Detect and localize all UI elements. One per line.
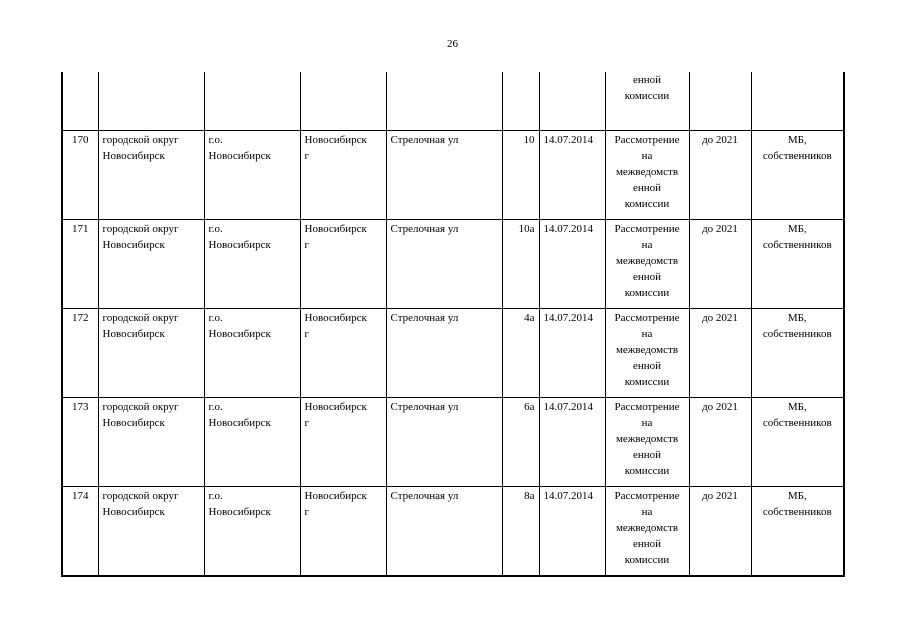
cell-district [98, 309, 204, 398]
cell-source [751, 309, 844, 398]
municipality-line: г.о. [208, 223, 223, 235]
cell-district [98, 487, 204, 577]
settlement-line: Новосибирск [304, 490, 367, 502]
settlement-line: г [304, 328, 310, 340]
source-line: собственников [762, 239, 832, 251]
settlement-line: г [304, 506, 310, 518]
cell-date: 14.07.2014 [539, 398, 605, 487]
cell-municipality [204, 72, 300, 131]
district-line: городской округ [102, 401, 179, 413]
cell-settlement [300, 131, 386, 220]
cell-municipality [204, 487, 300, 577]
cell-district [98, 131, 204, 220]
cell-source [751, 72, 844, 131]
cell-deadline: до 2021 [689, 309, 751, 398]
district-line: Новосибирск [102, 328, 165, 340]
municipality-line: Новосибирск [208, 239, 271, 251]
cell-district [98, 220, 204, 309]
table-row [62, 487, 844, 577]
procedure-line: комиссии [624, 376, 670, 388]
procedure-line: Рассмотрение [614, 312, 680, 324]
cell-street: Стрелочная ул [386, 220, 502, 309]
procedure-line: комиссии [624, 465, 670, 477]
cell-deadline: до 2021 [689, 487, 751, 577]
municipality-line: Новосибирск [208, 417, 271, 429]
procedure-line: Рассмотрение [614, 490, 680, 502]
settlement-line: г [304, 150, 310, 162]
procedure-line: на [641, 239, 653, 251]
procedure-line: комиссии [624, 198, 670, 210]
cell-settlement [300, 309, 386, 398]
source-line: МБ, [787, 401, 807, 413]
cell-num [62, 72, 98, 131]
cell-street: Стрелочная ул [386, 398, 502, 487]
procedure-line: межведомств [615, 255, 679, 267]
cell-procedure [605, 72, 689, 131]
source-line: собственников [762, 150, 832, 162]
procedure-line: енной [632, 271, 662, 283]
procedure-line: комиссии [624, 90, 670, 102]
cell-municipality [204, 398, 300, 487]
settlement-line: Новосибирск [304, 223, 367, 235]
procedure-line: Рассмотрение [614, 134, 680, 146]
cell-municipality [204, 220, 300, 309]
table-row [62, 309, 844, 398]
procedure-line: енной [632, 449, 662, 461]
district-line: Новосибирск [102, 150, 165, 162]
cell-settlement [300, 220, 386, 309]
source-line: собственников [762, 417, 832, 429]
cell-house: 6а [502, 398, 539, 487]
municipality-line: г.о. [208, 134, 223, 146]
district-line: Новосибирск [102, 417, 165, 429]
cell-settlement [300, 487, 386, 577]
cell-date: 14.07.2014 [539, 131, 605, 220]
cell-street [386, 72, 502, 131]
cell-date: 14.07.2014 [539, 487, 605, 577]
cell-district [98, 72, 204, 131]
continuation-row [62, 72, 844, 131]
cell-deadline: до 2021 [689, 398, 751, 487]
municipality-line: Новосибирск [208, 506, 271, 518]
cell-source [751, 398, 844, 487]
procedure-line: межведомств [615, 166, 679, 178]
cell-num: 174 [62, 487, 98, 577]
settlement-line: Новосибирск [304, 401, 367, 413]
procedure-line: межведомств [615, 344, 679, 356]
source-line: МБ, [787, 223, 807, 235]
cell-house [502, 72, 539, 131]
table-row [62, 398, 844, 487]
procedure-line: енной [632, 538, 662, 550]
cell-municipality [204, 131, 300, 220]
municipality-line: г.о. [208, 401, 223, 413]
procedure-line: комиссии [624, 287, 670, 299]
procedure-line: Рассмотрение [614, 223, 680, 235]
cell-settlement [300, 72, 386, 131]
cell-deadline: до 2021 [689, 220, 751, 309]
procedure-line: межведомств [615, 433, 679, 445]
cell-district [98, 398, 204, 487]
cell-street: Стрелочная ул [386, 131, 502, 220]
procedure-line: енной [632, 74, 662, 86]
source-line: МБ, [787, 490, 807, 502]
cell-procedure [605, 309, 689, 398]
district-line: Новосибирск [102, 239, 165, 251]
cell-house: 10 [502, 131, 539, 220]
district-line: городской округ [102, 312, 179, 324]
municipality-line: г.о. [208, 312, 223, 324]
settlement-line: Новосибирск [304, 134, 367, 146]
procedure-line: на [641, 328, 653, 340]
district-line: городской округ [102, 223, 179, 235]
procedure-line: енной [632, 360, 662, 372]
source-line: собственников [762, 328, 832, 340]
cell-num: 170 [62, 131, 98, 220]
district-line: городской округ [102, 490, 179, 502]
procedure-line: на [641, 417, 653, 429]
cell-street: Стрелочная ул [386, 309, 502, 398]
table-row [62, 220, 844, 309]
settlement-line: Новосибирск [304, 312, 367, 324]
source-line: МБ, [787, 134, 807, 146]
table-body [62, 72, 844, 576]
district-line: Новосибирск [102, 506, 165, 518]
district-line: городской округ [102, 134, 179, 146]
cell-house: 4а [502, 309, 539, 398]
cell-deadline [689, 72, 751, 131]
municipality-line: г.о. [208, 490, 223, 502]
cell-street: Стрелочная ул [386, 487, 502, 577]
cell-deadline: до 2021 [689, 131, 751, 220]
page-number: 26 [447, 38, 458, 50]
procedure-line: комиссии [624, 554, 670, 566]
cell-num: 172 [62, 309, 98, 398]
cell-num: 171 [62, 220, 98, 309]
settlement-line: г [304, 239, 310, 251]
cell-house: 10а [502, 220, 539, 309]
procedure-line: на [641, 150, 653, 162]
cell-procedure [605, 220, 689, 309]
cell-date [539, 72, 605, 131]
cell-house: 8а [502, 487, 539, 577]
settlement-line: г [304, 417, 310, 429]
municipality-line: Новосибирск [208, 328, 271, 340]
procedure-line: межведомств [615, 522, 679, 534]
cell-date: 14.07.2014 [539, 220, 605, 309]
cell-source [751, 220, 844, 309]
procedure-line: Рассмотрение [614, 401, 680, 413]
procedure-line: енной [632, 182, 662, 194]
cell-date: 14.07.2014 [539, 309, 605, 398]
source-line: собственников [762, 506, 832, 518]
cell-settlement [300, 398, 386, 487]
procedure-line: на [641, 506, 653, 518]
cell-procedure [605, 398, 689, 487]
cell-municipality [204, 309, 300, 398]
cell-procedure [605, 131, 689, 220]
cell-source [751, 487, 844, 577]
source-line: МБ, [787, 312, 807, 324]
cell-procedure [605, 487, 689, 577]
cell-source [751, 131, 844, 220]
register-table [61, 72, 845, 577]
table-row [62, 131, 844, 220]
municipality-line: Новосибирск [208, 150, 271, 162]
cell-num: 173 [62, 398, 98, 487]
